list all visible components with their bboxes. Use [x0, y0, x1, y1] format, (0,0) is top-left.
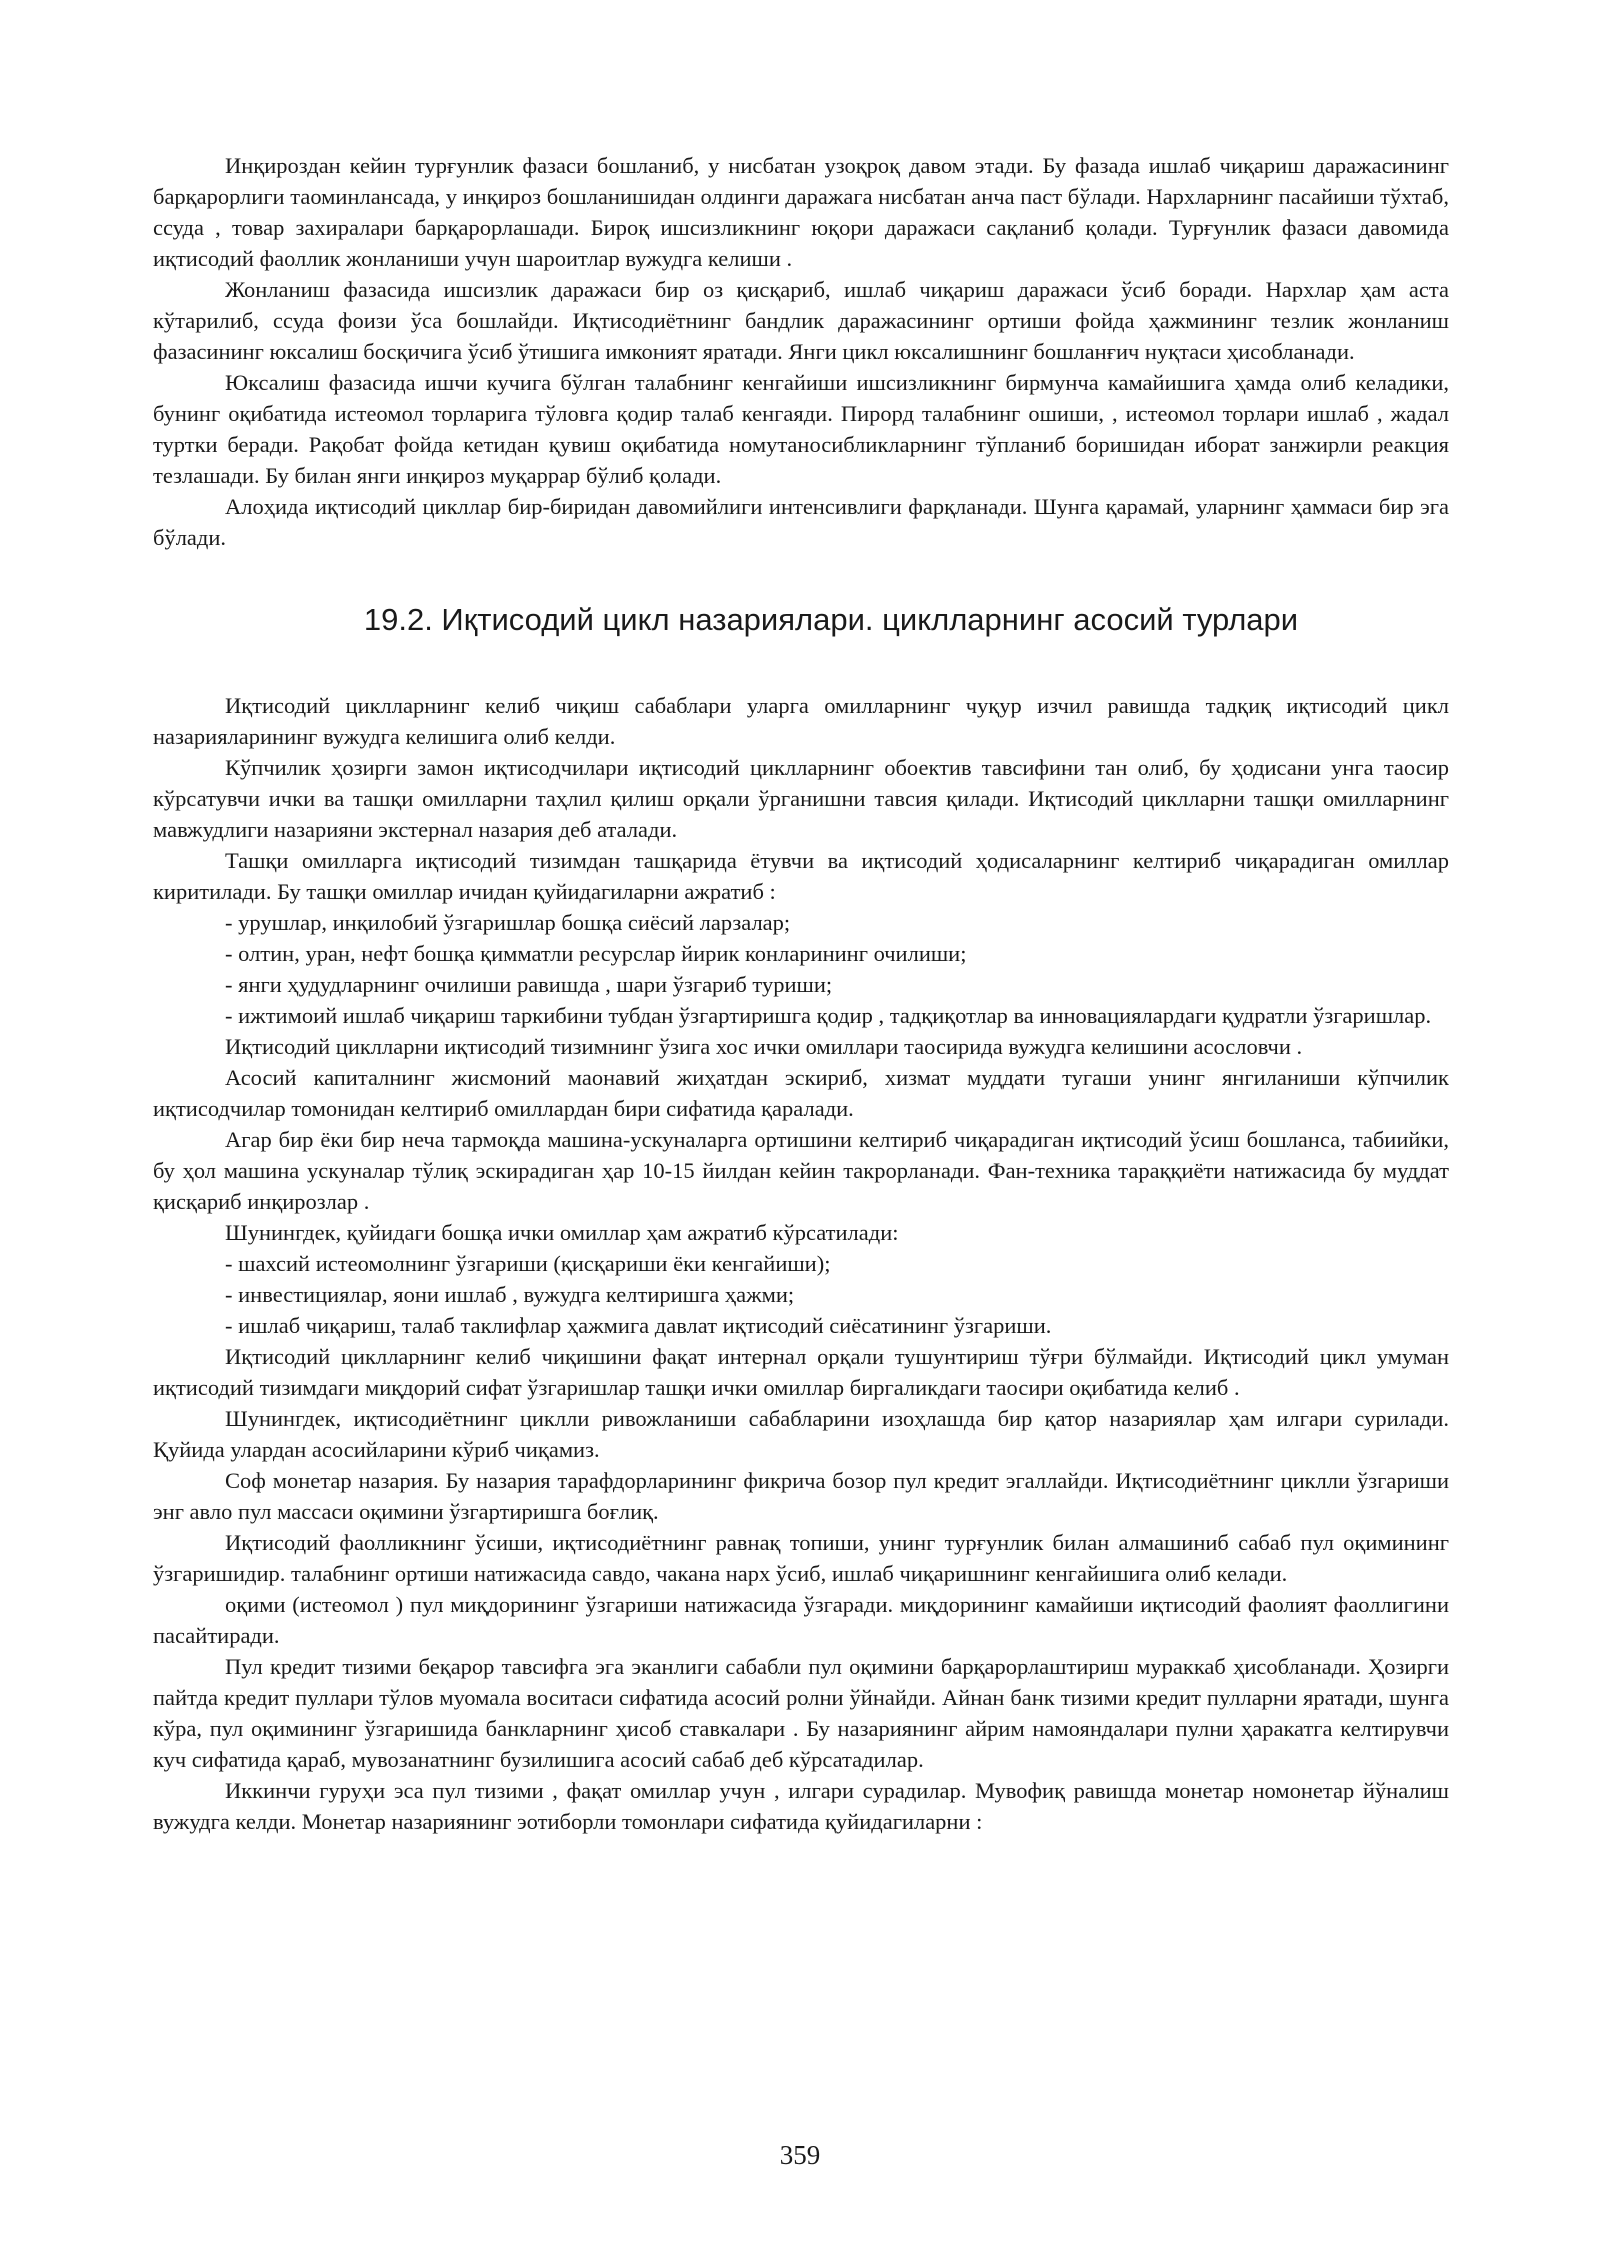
list-item: - урушлар, инқилобий ўзгаришлар бошқа сиёсий ларзалар; — [225, 910, 791, 935]
paragraph: Агар бир ёки бир неча тармоқда машина-ускуналарга ортишини келтириб чиқарадиган иқтисодий ўсиш бошланса, табиийки, бу ҳол машина ускуналар тўлиқ эскирадиган ҳар 10-15 йилдан кейин такрорланади. Фан-техника тараққиёти натижасида бу муддат қисқариб инқирозлар . — [153, 1127, 1449, 1214]
list-item: - янги ҳудудларнинг очилиши равишда , шари ўзгариб туриши; — [225, 972, 833, 997]
paragraph: Соф монетар назария. Бу назария тарафдорларининг фикрича бозор пул кредит эгаллайди. Иқтисодиётнинг циклли ўзгариши энг авло пул массаси оқимини ўзгартиришга боғлиқ. — [153, 1468, 1449, 1524]
intro-section — [153, 150, 1449, 553]
section-heading: 19.2. Иқтисодий цикл назариялари. циклларнинг асосий турлари — [363, 602, 1299, 637]
list-item: - ижтимоий ишлаб чиқариш таркибини тубдан ўзгартиришга қодир , тадқиқотлар ва инновациялардаги қудратли ўзгаришлар. — [225, 1003, 1432, 1028]
paragraph: оқими (истеомол ) пул миқдорининг ўзгариши натижасида ўзгаради. миқдорининг камайиши иқтисодий фаолият фаоллигини пасайтиради. — [153, 1592, 1449, 1648]
paragraph: Иккинчи гуруҳи эса пул тизими , фақат омиллар учун , илгари сурадилар. Мувофиқ равишда монетар номонетар йўналиш вужудга келди. Монетар назариянинг эотиборли томонлари сифатида қуйидагиларни : — [153, 1778, 1449, 1834]
paragraph: Инқироздан кейин турғунлик фазаси бошланиб, у нисбатан узоқроқ давом этади. Бу фазада ишлаб чиқариш даражасининг барқарорлиги таоминлансада, у инқироз бошланишидан олдинги даражага нисбатан анча паст бўлади. Нархларнинг пасайиши тўхтаб, ссуда , товар захиралари барқарорлашади. Бироқ ишсизликнинг юқори даражаси сақланиб қолади. Турғунлик фазаси давомида иқтисодий фаоллик жонланиши учун шароитлар вужудга келиши . — [153, 153, 1449, 271]
list-item: - инвестициялар, яони ишлаб , вужудга келтиришга ҳажми; — [225, 1282, 795, 1307]
paragraph: Иқтисодий циклларнинг келиб чиқиш сабаблари уларга омилларнинг чуқур изчил равишда тадқиқ иқтисодий цикл назарияларининг вужудга келишига олиб келди. — [153, 693, 1449, 749]
paragraph: Иқтисодий циклларни иқтисодий тизимнинг ўзига хос ички омиллари таосирида вужудга келишини асословчи . — [225, 1034, 1303, 1059]
list-item: - олтин, уран, нефт бошқа қимматли ресурслар йирик конларининг очилиши; — [225, 941, 967, 966]
list-item: - шахсий истеомолнинг ўзгариши (қисқариши ёки кенгайиши); — [225, 1251, 831, 1276]
paragraph: Иқтисодий фаолликнинг ўсиши, иқтисодиётнинг равнақ топиши, унинг турғунлик билан алмашиниб сабаб пул оқимининг ўзгаришидир. талабнинг ортиши натижасида савдо, чакана нарх ўсиб, ишлаб чиқаришнинг кенгайишига олиб келади. — [153, 1530, 1449, 1586]
internal-factors-list — [153, 1248, 1449, 1341]
main-section — [153, 690, 1449, 1837]
paragraph: Ташқи омилларга иқтисодий тизимдан ташқарида ётувчи ва иқтисодий ҳодисаларнинг келтириб чиқарадиган омиллар киритилади. Бу ташқи омиллар ичидан қуйидагиларни ажратиб : — [153, 848, 1449, 904]
paragraph: Юксалиш фазасида ишчи кучига бўлган талабнинг кенгайиши ишсизликнинг бирмунча камайишига ҳамда олиб келадики, бунинг оқибатида истеомол торларига тўловга қодир талаб кенгаяди. Пирорд талабнинг ошиши, , истеомол торлари ишлаб , жадал туртки беради. Рақобат фойда кетидан қувиш оқибатида номутаносибликларнинг тўпланиб боришидан иборат занжирли реакция тезлашади. Бу билан янги инқироз муқаррар бўлиб қолади. — [153, 370, 1449, 488]
paragraph: Пул кредит тизими беқарор тавсифга эга эканлиги сабабли пул оқимини барқарорлаштириш мураккаб ҳисобланади. Ҳозирги пайтда кредит пуллари тўлов муомала воситаси сифатида асосий ролни ўйнайди. Айнан банк тизими кредит пулларни яратади, шунга кўра, пул оқимининг ўзгаришида банкларнинг ҳисоб ставкалари . Бу назариянинг айрим намояндалари пулни ҳаракатга келтирувчи куч сифатида қараб, мувозанатнинг бузилишига асосий сабаб деб кўрсатадилар. — [153, 1654, 1449, 1772]
paragraph: Иқтисодий циклларнинг келиб чиқишини фақат интернал орқали тушунтириш тўғри бўлмайди. Иқтисодий цикл умуман иқтисодий тизимдаги миқдорий сифат ўзгаришлар ташқи ички омиллар биргаликдаги таосири оқибатида келиб . — [153, 1344, 1449, 1400]
paragraph: Шунингдек, иқтисодиётнинг циклли ривожланиши сабабларини изоҳлашда бир қатор назариялар ҳам илгари сурилади. Қуйида улардан асосийларини кўриб чиқамиз. — [153, 1406, 1449, 1462]
paragraph: Алоҳида иқтисодий цикллар бир-биридан давомийлиги интенсивлиги фарқланади. Шунга қарамай, уларнинг ҳаммаси бир эга бўлади. — [153, 494, 1449, 550]
external-factors-list — [153, 907, 1449, 1031]
paragraph: Жонланиш фазасида ишсизлик даражаси бир оз қисқариб, ишлаб чиқариш даражаси ўсиб боради. Нархлар ҳам аста кўтарилиб, ссуда фоизи ўса бошлайди. Иқтисодиётнинг бандлик даражасининг ортиши фойда ҳажмининг тезлик жонланиш фазасининг юксалиш босқичига ўсиб ўтишига имконият яратади. Янги цикл юксалишнинг бошланғич нуқтаси ҳисобланади. — [153, 277, 1449, 364]
paragraph: Асосий капиталнинг жисмоний маонавий жиҳатдан эскириб, хизмат муддати тугаши унинг янгиланиши кўпчилик иқтисодчилар томонидан келтириб омиллардан бири сифатида қаралади. — [153, 1065, 1449, 1121]
page-number: 359 — [779, 2140, 821, 2170]
list-item: - ишлаб чиқариш, талаб таклифлар ҳажмига давлат иқтисодий сиёсатининг ўзгариши. — [225, 1313, 1052, 1338]
document-page — [153, 150, 1449, 1837]
paragraph: Кўпчилик ҳозирги замон иқтисодчилари иқтисодий циклларнинг обоектив тавсифини тан олиб, бу ҳодисани унга таосир кўрсатувчи ички ва ташқи омилларни таҳлил қилиш орқали ўрганишни тавсия қилади. Иқтисодий циклларни ташқи омилларнинг мавжудлиги назарияни экстернал назария деб аталади. — [153, 755, 1449, 842]
paragraph: Шунингдек, қуйидаги бошқа ички омиллар ҳам ажратиб кўрсатилади: — [225, 1220, 899, 1245]
